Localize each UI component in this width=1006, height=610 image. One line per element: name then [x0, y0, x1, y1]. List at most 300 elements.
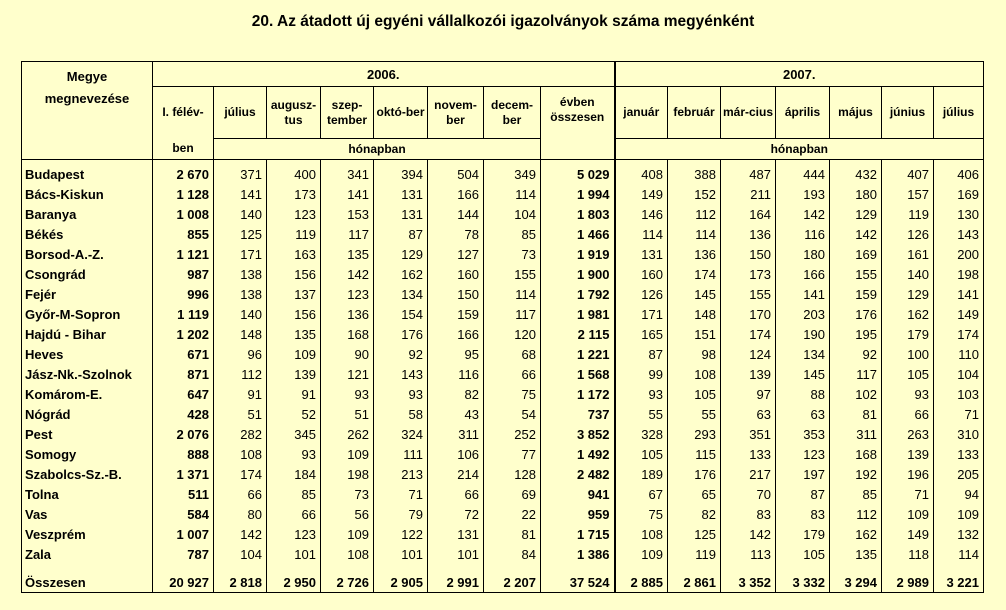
month-2007-value: 123 [776, 444, 830, 464]
month-2006-value: 101 [267, 544, 321, 564]
month-2007-value: 108 [615, 524, 668, 544]
annual-total-value: 1 221 [541, 344, 615, 364]
month-2006-value: 138 [214, 284, 267, 304]
month-2007-value: 87 [776, 484, 830, 504]
month-2006-value: 400 [267, 160, 321, 185]
month-2006-value: 2 207 [484, 564, 541, 593]
annual-total-value: 1 919 [541, 244, 615, 264]
month-2006-value: 2 818 [214, 564, 267, 593]
annual-header: évben összesen [541, 87, 615, 160]
month-2006-value: 114 [484, 284, 541, 304]
month-2007-value: 102 [830, 384, 882, 404]
month-2007-value: 105 [776, 544, 830, 564]
table-row [22, 264, 984, 284]
month-2006-value: 90 [321, 344, 374, 364]
month-2006-value: 171 [214, 244, 267, 264]
month-2006-value: 129 [374, 244, 428, 264]
month-2006-value: 109 [321, 444, 374, 464]
annual-total-value: 5 029 [541, 160, 615, 185]
month-2007-value: 197 [776, 464, 830, 484]
month-2007-value: 124 [721, 344, 776, 364]
month-2006-value: 95 [428, 344, 484, 364]
month-2007-value: 190 [776, 324, 830, 344]
annual-total-value: 1 981 [541, 304, 615, 324]
month-2006-value: 51 [321, 404, 374, 424]
month-2007-value: 157 [882, 184, 934, 204]
month-2006-value: 117 [321, 224, 374, 244]
month-2006-value: 123 [267, 524, 321, 544]
month-2007-value: 113 [721, 544, 776, 564]
month-2007-value: 388 [668, 160, 721, 185]
month-2007-value: 115 [668, 444, 721, 464]
month-2007-value: 155 [830, 264, 882, 284]
month-2007-value: 75 [615, 504, 668, 524]
half-year-value: 1 128 [153, 184, 214, 204]
month-2007-value: 196 [882, 464, 934, 484]
month-2007-value: 104 [934, 364, 984, 384]
month-2006-value: 119 [267, 224, 321, 244]
month-2007-value: 94 [934, 484, 984, 504]
month-2007-value: 169 [830, 244, 882, 264]
month-2007-value: 192 [830, 464, 882, 484]
half-year-value: 1 119 [153, 304, 214, 324]
month-2006-value: 66 [428, 484, 484, 504]
month-2007-value: 169 [934, 184, 984, 204]
county-stats-table [21, 61, 984, 593]
table-row [22, 344, 984, 364]
month-2006-value: 174 [214, 464, 267, 484]
month-2006-value: 166 [428, 324, 484, 344]
month-2007-value: 170 [721, 304, 776, 324]
month-2006-value: 156 [267, 304, 321, 324]
month-2007-value: 293 [668, 424, 721, 444]
table-row [22, 524, 984, 544]
month-2007-value: 114 [934, 544, 984, 564]
county-name: Jász-Nk.-Szolnok [22, 364, 153, 384]
table-row [22, 204, 984, 224]
month-2007-value: 174 [721, 324, 776, 344]
table-row [22, 384, 984, 404]
table-row [22, 244, 984, 264]
half-year-value: 1 202 [153, 324, 214, 344]
col-2006-nov: novem-ber [428, 87, 484, 139]
month-2006-value: 153 [321, 204, 374, 224]
table-row [22, 284, 984, 304]
half-year-value: 888 [153, 444, 214, 464]
month-2007-value: 171 [615, 304, 668, 324]
month-2007-value: 351 [721, 424, 776, 444]
county-name: Zala [22, 544, 153, 564]
annual-total-value: 1 172 [541, 384, 615, 404]
col-2007-jul: július [934, 87, 984, 139]
month-2006-value: 137 [267, 284, 321, 304]
month-2007-value: 108 [668, 364, 721, 384]
month-2006-value: 66 [267, 504, 321, 524]
month-2006-value: 96 [214, 344, 267, 364]
month-2007-value: 176 [668, 464, 721, 484]
month-2007-value: 85 [830, 484, 882, 504]
annual-total-value: 941 [541, 484, 615, 504]
half-year-value: 2 076 [153, 424, 214, 444]
month-2007-value: 97 [721, 384, 776, 404]
month-2007-value: 263 [882, 424, 934, 444]
col-2006-aug: augusz-tus [267, 87, 321, 139]
month-2006-value: 93 [321, 384, 374, 404]
month-2007-value: 112 [830, 504, 882, 524]
table-row [22, 444, 984, 464]
month-2006-value: 104 [484, 204, 541, 224]
col-2007-apr: április [776, 87, 830, 139]
month-2007-value: 116 [776, 224, 830, 244]
county-name: Pest [22, 424, 153, 444]
month-2007-value: 105 [668, 384, 721, 404]
month-2006-value: 135 [267, 324, 321, 344]
month-2006-value: 213 [374, 464, 428, 484]
col-2007-may: május [830, 87, 882, 139]
month-2007-value: 310 [934, 424, 984, 444]
month-2007-value: 149 [615, 184, 668, 204]
month-2007-value: 105 [615, 444, 668, 464]
month-2006-value: 91 [214, 384, 267, 404]
month-2007-value: 105 [882, 364, 934, 384]
month-2007-value: 135 [830, 544, 882, 564]
month-2007-value: 71 [882, 484, 934, 504]
annual-total-value: 1 803 [541, 204, 615, 224]
month-2006-value: 93 [374, 384, 428, 404]
month-2006-value: 131 [374, 204, 428, 224]
month-2007-value: 63 [721, 404, 776, 424]
month-2007-value: 142 [830, 224, 882, 244]
annual-total-value: 3 852 [541, 424, 615, 444]
month-2006-value: 108 [321, 544, 374, 564]
month-2007-value: 189 [615, 464, 668, 484]
month-2007-value: 70 [721, 484, 776, 504]
month-2007-value: 179 [882, 324, 934, 344]
county-name: Békés [22, 224, 153, 244]
month-2006-value: 142 [321, 264, 374, 284]
month-2007-value: 55 [615, 404, 668, 424]
month-2006-value: 159 [428, 304, 484, 324]
month-2007-value: 129 [830, 204, 882, 224]
month-2007-value: 406 [934, 160, 984, 185]
table-row [22, 324, 984, 344]
month-2007-value: 3 294 [830, 564, 882, 593]
annual-total-value: 1 994 [541, 184, 615, 204]
month-2006-value: 214 [428, 464, 484, 484]
county-name: Fejér [22, 284, 153, 304]
month-2007-value: 114 [615, 224, 668, 244]
month-2007-value: 93 [615, 384, 668, 404]
month-2007-value: 162 [882, 304, 934, 324]
month-2007-value: 165 [615, 324, 668, 344]
month-2007-value: 487 [721, 160, 776, 185]
half-year-value: 787 [153, 544, 214, 564]
month-2007-value: 88 [776, 384, 830, 404]
month-2006-value: 114 [484, 184, 541, 204]
month-2006-value: 138 [214, 264, 267, 284]
month-2006-value: 54 [484, 404, 541, 424]
month-2007-value: 159 [830, 284, 882, 304]
month-2006-value: 134 [374, 284, 428, 304]
county-name: Baranya [22, 204, 153, 224]
month-2006-value: 142 [214, 524, 267, 544]
annual-total-value: 2 115 [541, 324, 615, 344]
month-2006-value: 71 [374, 484, 428, 504]
month-2007-value: 71 [934, 404, 984, 424]
month-2006-value: 51 [214, 404, 267, 424]
month-2006-value: 93 [267, 444, 321, 464]
table-row [22, 160, 984, 185]
month-2006-value: 504 [428, 160, 484, 185]
half-year-value: 647 [153, 384, 214, 404]
table-row [22, 464, 984, 484]
month-2007-value: 99 [615, 364, 668, 384]
county-header [22, 62, 153, 160]
month-2007-value: 328 [615, 424, 668, 444]
month-2006-value: 66 [214, 484, 267, 504]
month-2006-value: 78 [428, 224, 484, 244]
col-2006-dec: decem-ber [484, 87, 541, 139]
month-2007-value: 112 [668, 204, 721, 224]
month-2007-value: 353 [776, 424, 830, 444]
half-year-value: 871 [153, 364, 214, 384]
month-2007-value: 151 [668, 324, 721, 344]
month-2006-value: 135 [321, 244, 374, 264]
month-2006-value: 80 [214, 504, 267, 524]
county-name: Budapest [22, 160, 153, 185]
month-2007-value: 139 [882, 444, 934, 464]
annual-total-value: 737 [541, 404, 615, 424]
month-2006-value: 140 [214, 304, 267, 324]
month-2006-value: 85 [267, 484, 321, 504]
month-2007-value: 100 [882, 344, 934, 364]
month-2007-value: 311 [830, 424, 882, 444]
month-2007-value: 152 [668, 184, 721, 204]
month-2007-value: 432 [830, 160, 882, 185]
county-name: Szabolcs-Sz.-B. [22, 464, 153, 484]
month-2006-value: 120 [484, 324, 541, 344]
month-2007-value: 205 [934, 464, 984, 484]
month-2007-value: 126 [615, 284, 668, 304]
annual-total-value: 1 715 [541, 524, 615, 544]
county-name: Heves [22, 344, 153, 364]
month-2007-value: 110 [934, 344, 984, 364]
month-2006-value: 166 [428, 184, 484, 204]
month-2007-value: 136 [668, 244, 721, 264]
county-name: Somogy [22, 444, 153, 464]
month-2007-value: 2 989 [882, 564, 934, 593]
month-2007-value: 180 [776, 244, 830, 264]
half-year-value: 987 [153, 264, 214, 284]
monthly-label-2006: hónapban [214, 139, 541, 160]
month-2006-value: 139 [267, 364, 321, 384]
table-row [22, 504, 984, 524]
month-2007-value: 146 [615, 204, 668, 224]
month-2007-value: 193 [776, 184, 830, 204]
month-2006-value: 108 [214, 444, 267, 464]
month-2006-value: 121 [321, 364, 374, 384]
county-name: Bács-Kiskun [22, 184, 153, 204]
month-2007-value: 195 [830, 324, 882, 344]
county-name: Borsod-A.-Z. [22, 244, 153, 264]
month-2006-value: 77 [484, 444, 541, 464]
half-year-value: 20 927 [153, 564, 214, 593]
month-2006-value: 104 [214, 544, 267, 564]
month-2007-value: 139 [721, 364, 776, 384]
month-2006-value: 79 [374, 504, 428, 524]
county-name: Nógrád [22, 404, 153, 424]
county-name: Vas [22, 504, 153, 524]
month-2007-value: 66 [882, 404, 934, 424]
month-2007-value: 3 332 [776, 564, 830, 593]
county-name: Komárom-E. [22, 384, 153, 404]
month-2006-value: 150 [428, 284, 484, 304]
half-year-value: 996 [153, 284, 214, 304]
month-2007-value: 103 [934, 384, 984, 404]
month-2006-value: 73 [484, 244, 541, 264]
annual-total-value: 959 [541, 504, 615, 524]
month-2007-value: 119 [882, 204, 934, 224]
month-2007-value: 149 [934, 304, 984, 324]
month-2007-value: 180 [830, 184, 882, 204]
month-2006-value: 56 [321, 504, 374, 524]
col-2007-jun: június [882, 87, 934, 139]
month-2007-value: 83 [721, 504, 776, 524]
month-2007-value: 164 [721, 204, 776, 224]
annual-total-value: 2 482 [541, 464, 615, 484]
annual-total-value: 1 466 [541, 224, 615, 244]
half-year-value: 428 [153, 404, 214, 424]
month-2006-value: 168 [321, 324, 374, 344]
table-row [22, 484, 984, 504]
month-2006-value: 282 [214, 424, 267, 444]
month-2006-value: 141 [214, 184, 267, 204]
month-2006-value: 66 [484, 364, 541, 384]
month-2006-value: 106 [428, 444, 484, 464]
half-year-value: 1 008 [153, 204, 214, 224]
month-2006-value: 2 991 [428, 564, 484, 593]
month-2006-value: 101 [374, 544, 428, 564]
month-2007-value: 134 [776, 344, 830, 364]
month-2007-value: 81 [830, 404, 882, 424]
month-2006-value: 198 [321, 464, 374, 484]
month-2006-value: 109 [267, 344, 321, 364]
year-2006-header: 2006. [153, 62, 615, 87]
month-2006-value: 2 950 [267, 564, 321, 593]
annual-total-value: 37 524 [541, 564, 615, 593]
month-2006-value: 69 [484, 484, 541, 504]
table-row [22, 224, 984, 244]
month-2006-value: 87 [374, 224, 428, 244]
month-2006-value: 125 [214, 224, 267, 244]
month-2006-value: 127 [428, 244, 484, 264]
month-2006-value: 117 [484, 304, 541, 324]
month-2007-value: 130 [934, 204, 984, 224]
month-2006-value: 141 [321, 184, 374, 204]
month-2006-value: 349 [484, 160, 541, 185]
month-2006-value: 154 [374, 304, 428, 324]
half-year-header: I. félév- [153, 87, 214, 139]
month-2007-value: 168 [830, 444, 882, 464]
month-2007-value: 65 [668, 484, 721, 504]
half-year-value: 1 371 [153, 464, 214, 484]
month-2006-value: 43 [428, 404, 484, 424]
month-2007-value: 203 [776, 304, 830, 324]
half-year-value: 855 [153, 224, 214, 244]
table-row [22, 404, 984, 424]
month-2007-value: 2 861 [668, 564, 721, 593]
col-2006-sep: szep-tember [321, 87, 374, 139]
month-2007-value: 198 [934, 264, 984, 284]
month-2006-value: 252 [484, 424, 541, 444]
month-2007-value: 117 [830, 364, 882, 384]
month-2007-value: 408 [615, 160, 668, 185]
month-2006-value: 345 [267, 424, 321, 444]
month-2007-value: 63 [776, 404, 830, 424]
month-2006-value: 2 905 [374, 564, 428, 593]
month-2007-value: 83 [776, 504, 830, 524]
month-2007-value: 119 [668, 544, 721, 564]
half-year-value: 1 007 [153, 524, 214, 544]
month-2007-value: 141 [776, 284, 830, 304]
month-2006-value: 131 [374, 184, 428, 204]
month-2006-value: 131 [428, 524, 484, 544]
month-2006-value: 2 726 [321, 564, 374, 593]
month-2006-value: 122 [374, 524, 428, 544]
month-2006-value: 85 [484, 224, 541, 244]
month-2006-value: 123 [267, 204, 321, 224]
half-year-header-2: ben [153, 139, 214, 160]
table-body [22, 160, 984, 593]
month-2006-value: 73 [321, 484, 374, 504]
month-2006-value: 112 [214, 364, 267, 384]
month-2006-value: 75 [484, 384, 541, 404]
month-2006-value: 101 [428, 544, 484, 564]
month-2007-value: 141 [934, 284, 984, 304]
month-2007-value: 98 [668, 344, 721, 364]
month-2006-value: 91 [267, 384, 321, 404]
month-2006-value: 82 [428, 384, 484, 404]
month-2007-value: 200 [934, 244, 984, 264]
month-2006-value: 184 [267, 464, 321, 484]
month-2006-value: 324 [374, 424, 428, 444]
month-2006-value: 128 [484, 464, 541, 484]
half-year-value: 2 670 [153, 160, 214, 185]
month-2007-value: 93 [882, 384, 934, 404]
month-2007-value: 109 [615, 544, 668, 564]
month-2006-value: 155 [484, 264, 541, 284]
col-2007-feb: február [668, 87, 721, 139]
month-2006-value: 136 [321, 304, 374, 324]
month-2006-value: 116 [428, 364, 484, 384]
month-2007-value: 142 [776, 204, 830, 224]
annual-total-value: 1 492 [541, 444, 615, 464]
month-2006-value: 22 [484, 504, 541, 524]
month-2007-value: 173 [721, 264, 776, 284]
month-2007-value: 2 885 [615, 564, 668, 593]
month-2007-value: 109 [934, 504, 984, 524]
month-2006-value: 394 [374, 160, 428, 185]
month-2007-value: 217 [721, 464, 776, 484]
county-name: Veszprém [22, 524, 153, 544]
month-2007-value: 148 [668, 304, 721, 324]
month-2006-value: 68 [484, 344, 541, 364]
month-2007-value: 179 [776, 524, 830, 544]
month-2007-value: 174 [934, 324, 984, 344]
month-2006-value: 144 [428, 204, 484, 224]
month-2007-value: 162 [830, 524, 882, 544]
table-row [22, 304, 984, 324]
